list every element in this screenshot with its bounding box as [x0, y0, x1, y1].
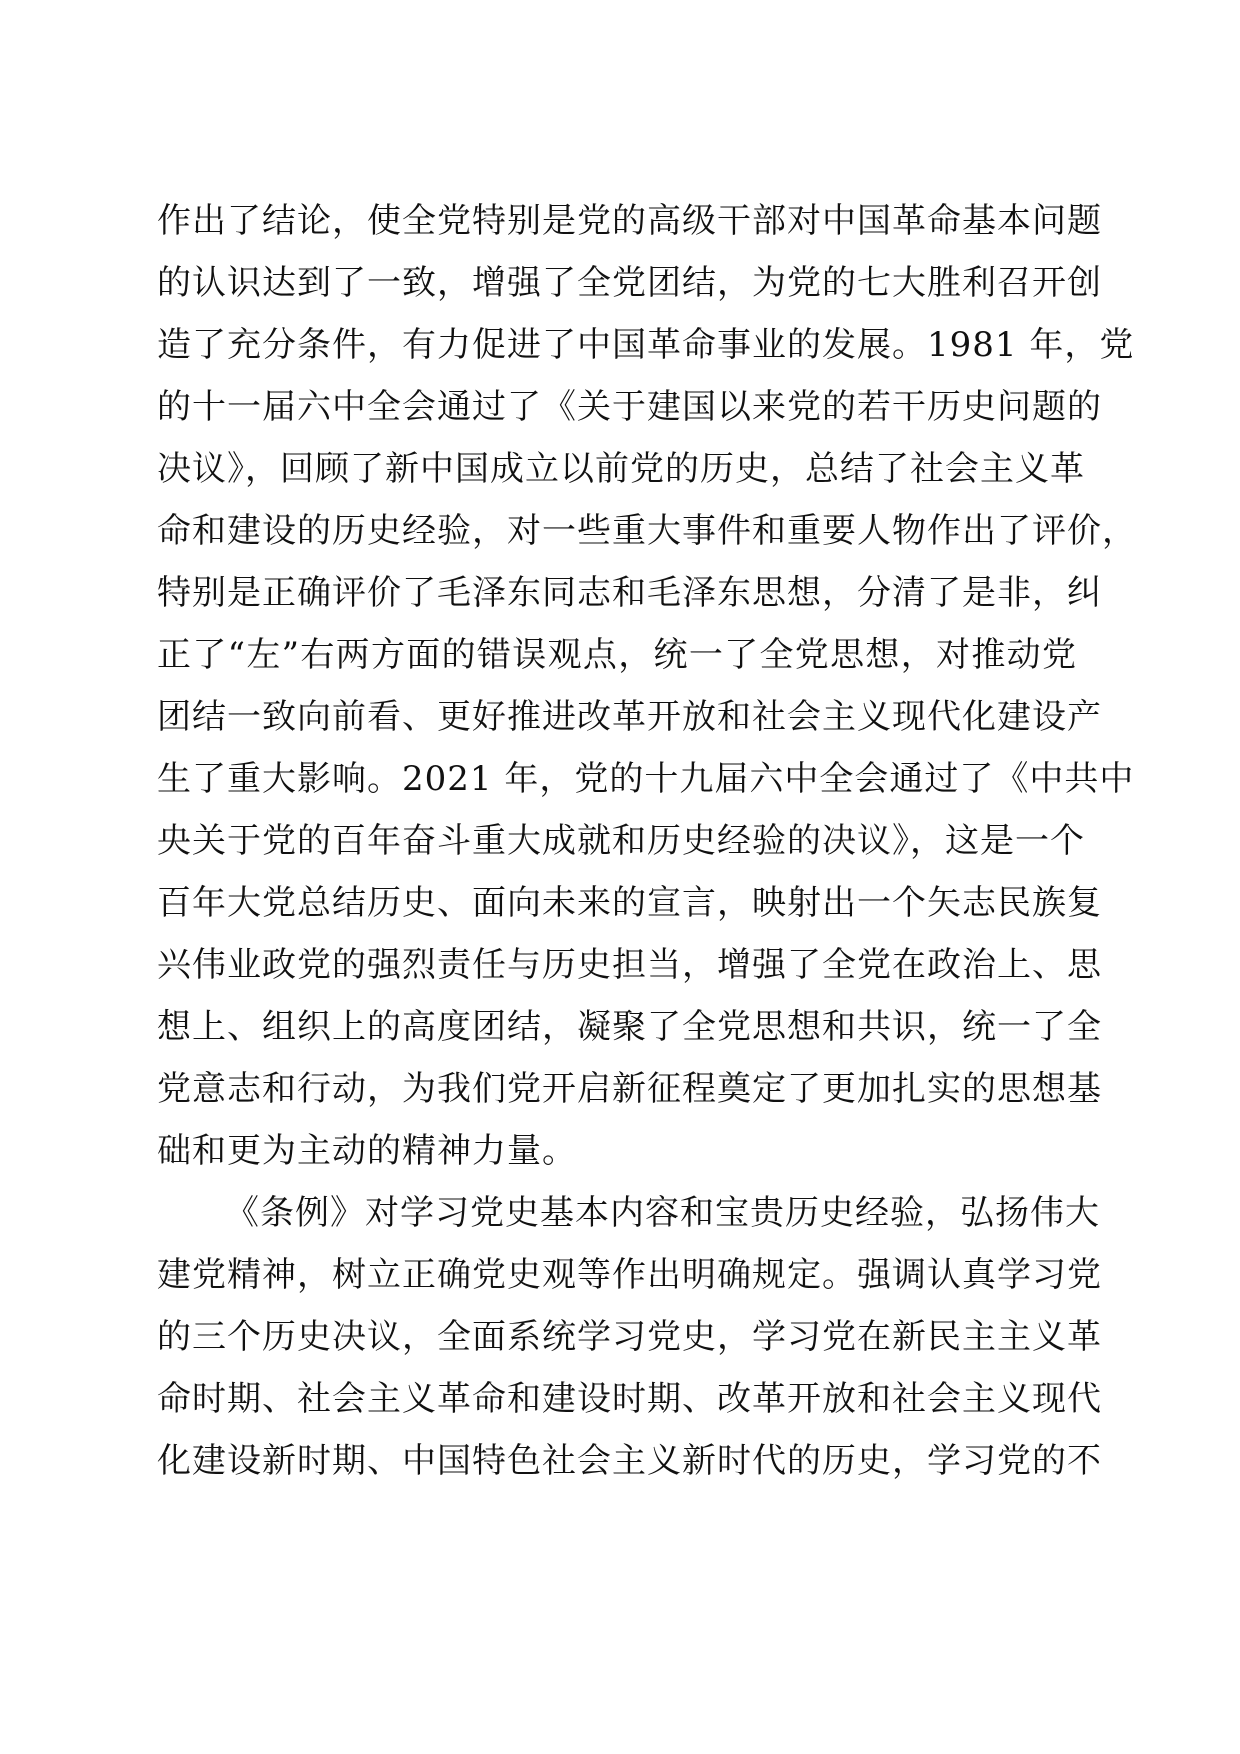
body-text: [157, 190, 1137, 1492]
text-line: 《条例》对学习党史基本内容和宝贵历史经验，弘扬伟大: [225, 1193, 1100, 1233]
text-line: 团结一致向前看、更好推进改革开放和社会主义现代化建设产: [157, 697, 1102, 737]
text-line: 造了充分条件，有力促进了中国革命事业的发展。1981 年，党: [157, 325, 1135, 365]
text-line: 作出了结论，使全党特别是党的高级干部对中国革命基本问题: [157, 201, 1102, 241]
text-line: 党意志和行动，为我们党开启新征程奠定了更加扎实的思想基: [157, 1069, 1102, 1109]
text-line: 建党精神，树立正确党史观等作出明确规定。强调认真学习党: [157, 1255, 1102, 1295]
text-line: 命时期、社会主义革命和建设时期、改革开放和社会主义现代: [157, 1379, 1102, 1419]
text-line: 化建设新时期、中国特色社会主义新时代的历史，学习党的不: [157, 1441, 1102, 1481]
text-line: 命和建设的历史经验，对一些重大事件和重要人物作出了评价，: [157, 511, 1137, 551]
text-line: 百年大党总结历史、面向未来的宣言，映射出一个矢志民族复: [157, 883, 1102, 923]
text-line: 决议》，回顾了新中国成立以前党的历史，总结了社会主义革: [157, 449, 1085, 489]
paragraph-1: [157, 190, 1137, 1182]
text-line: 础和更为主动的精神力量。: [157, 1131, 577, 1171]
text-line: 央关于党的百年奋斗重大成就和历史经验的决议》，这是一个: [157, 821, 1085, 861]
paragraph-2: [157, 1182, 1102, 1492]
text-line: 特别是正确评价了毛泽东同志和毛泽东思想，分清了是非，纠: [157, 573, 1102, 613]
text-line: 兴伟业政党的强烈责任与历史担当，增强了全党在政治上、思: [157, 945, 1102, 985]
text-line: 的认识达到了一致，增强了全党团结，为党的七大胜利召开创: [157, 263, 1102, 303]
text-line: 的三个历史决议，全面系统学习党史，学习党在新民主主义革: [157, 1317, 1102, 1357]
text-line: 生了重大影响。2021 年，党的十九届六中全会通过了《中共中: [157, 759, 1135, 799]
text-line: 的十一届六中全会通过了《关于建国以来党的若干历史问题的: [157, 387, 1102, 427]
text-line: 正了“左”右两方面的错误观点，统一了全党思想，对推动党: [157, 635, 1077, 675]
text-line: 想上、组织上的高度团结，凝聚了全党思想和共识，统一了全: [157, 1007, 1102, 1047]
